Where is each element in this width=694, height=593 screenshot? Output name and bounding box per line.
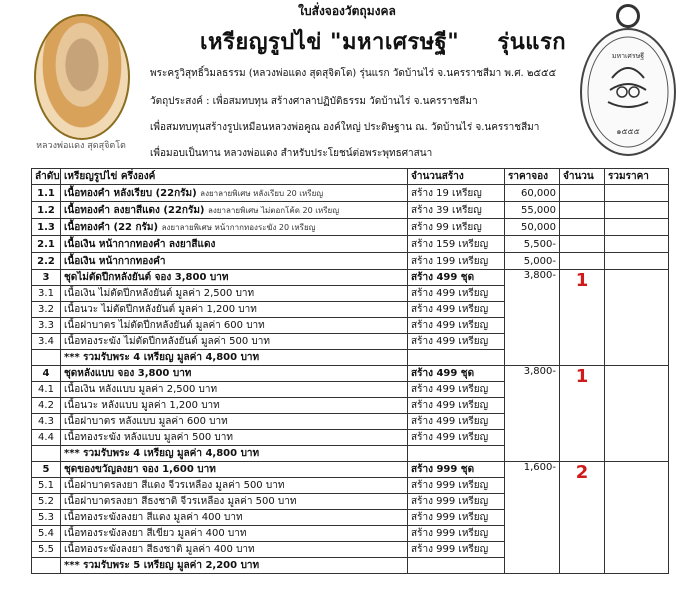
group-price: 3,800- (505, 366, 560, 462)
item-number: 4.1 (32, 382, 61, 398)
row-quantity: สร้าง 99 เหรียญ (408, 219, 505, 236)
item-name: เนื้อทองระฆังลงยา สีแดง มูลค่า 400 บาท (61, 510, 408, 526)
group-title: ชุดของขวัญลงยา จอง 1,600 บาท (61, 462, 408, 478)
row-item-name: เนื้อเงิน หน้ากากทองคำ ลงยาสีแดง (64, 238, 216, 250)
row-price: 50,000 (505, 219, 560, 236)
summary-qty-blank (408, 350, 505, 366)
header-amount: จำนวน (560, 169, 605, 185)
item-name: เนื้อนวะ หลังแบบ มูลค่า 1,200 บาท (61, 398, 408, 414)
item-name: เนื้อฝาบาตรลงยา สีแดง จีวรเหลือง มูลค่า 500 บาท (61, 478, 408, 494)
item-number: 5.4 (32, 526, 61, 542)
item-name: เนื้อทองระฆังลงยา สีธงชาติ มูลค่า 400 บาท (61, 542, 408, 558)
item-quantity: สร้าง 999 เหรียญ (408, 494, 505, 510)
group-total (605, 462, 669, 574)
item-name: เนื้อนวะ ไม่ตัดปีกหลังยันต์ มูลค่า 1,200 บาท (61, 302, 408, 318)
row-item-cell (61, 185, 408, 202)
group-summary: *** รวมรับพระ 4 เหรียญ มูลค่า 4,800 บาท (61, 350, 408, 366)
row-item-name: เนื้อเงิน หน้ากากทองคำ (64, 255, 166, 267)
row-item-note: ลงยาลายพิเศษ ไม่ตอกโค้ด 20 เหรียญ (207, 205, 340, 215)
row-amount-input[interactable] (560, 253, 605, 270)
group-row (32, 462, 669, 478)
row-item-name: เนื้อทองคำ (22 กรัม) (64, 221, 159, 233)
row-item-cell (61, 219, 408, 236)
row-item-cell (61, 253, 408, 270)
group-number: 3 (32, 270, 61, 286)
item-quantity: สร้าง 499 เหรียญ (408, 318, 505, 334)
group-quantity: สร้าง 999 ชุด (408, 462, 505, 478)
row-item-name: เนื้อทองคำ หลังเรียบ (22กรัม) (64, 187, 197, 199)
group-amount[interactable]: 1 (560, 366, 605, 462)
medal-name: เหรียญรูปไข่ "มหาเศรษฐี" (200, 30, 460, 55)
group-number: 5 (32, 462, 61, 478)
group-amount[interactable]: 1 (560, 270, 605, 366)
info-line-4: เพื่อมอบเป็นทาน หลวงพ่อแดง สำหรับประโยชน์ต่อพระพุทธศาสนา (150, 148, 433, 159)
item-number: 5.1 (32, 478, 61, 494)
medal-top-text: มหาเศรษฐี (611, 52, 645, 60)
item-name: เนื้อทองระฆัง ไม่ตัดปีกหลังยันต์ มูลค่า 500 บาท (61, 334, 408, 350)
row-total (605, 185, 669, 202)
header (0, 0, 694, 168)
item-quantity: สร้าง 499 เหรียญ (408, 430, 505, 446)
row-item-note: ลงยาลายพิเศษ หลังเรียบ 20 เหรียญ (200, 188, 324, 198)
item-quantity: สร้าง 999 เหรียญ (408, 526, 505, 542)
row-item-cell (61, 236, 408, 253)
row-quantity: สร้าง 19 เหรียญ (408, 185, 505, 202)
row-price: 5,000- (505, 253, 560, 270)
header-quantity-made: จำนวนสร้าง (408, 169, 505, 185)
table-row (32, 253, 669, 270)
header-no: ลำดับ (32, 169, 61, 185)
item-number: 4.2 (32, 398, 61, 414)
row-total (605, 202, 669, 219)
item-number: 4.4 (32, 430, 61, 446)
item-quantity: สร้าง 499 เหรียญ (408, 302, 505, 318)
row-price: 60,000 (505, 185, 560, 202)
row-price: 5,500- (505, 236, 560, 253)
row-number: 2.1 (32, 236, 61, 253)
item-quantity: สร้าง 499 เหรียญ (408, 414, 505, 430)
row-total (605, 219, 669, 236)
item-number: 5.2 (32, 494, 61, 510)
group-summary: *** รวมรับพระ 4 เหรียญ มูลค่า 4,800 บาท (61, 446, 408, 462)
row-item-note: ลงยาลายพิเศษ หน้ากากทองระฆัง 20 เหรียญ (161, 222, 316, 232)
portrait-caption: หลวงพ่อแดง สุดสุจิตโต (36, 141, 126, 151)
header-total: รวมราคา (605, 169, 669, 185)
header-price: ราคาจอง (505, 169, 560, 185)
item-name: เนื้อทองระฆัง หลังแบบ มูลค่า 500 บาท (61, 430, 408, 446)
row-number: 1.3 (32, 219, 61, 236)
row-quantity: สร้าง 159 เหรียญ (408, 236, 505, 253)
row-item-cell (61, 202, 408, 219)
table-row (32, 219, 669, 236)
item-number: 5.3 (32, 510, 61, 526)
group-quantity: สร้าง 499 ชุด (408, 270, 505, 286)
item-quantity: สร้าง 999 เหรียญ (408, 510, 505, 526)
monk-portrait (34, 14, 130, 140)
medal-back-image (580, 28, 676, 156)
row-price: 55,000 (505, 202, 560, 219)
item-name: เนื้อเงิน ไม่ตัดปีกหลังยันต์ มูลค่า 2,500 บาท (61, 286, 408, 302)
summary-blank (32, 558, 61, 574)
group-title: ชุดหลังแบบ จอง 3,800 บาท (61, 366, 408, 382)
medal-bottom-text: ๑๕๕๕ (616, 127, 640, 136)
summary-qty-blank (408, 558, 505, 574)
item-number: 3.3 (32, 318, 61, 334)
group-total (605, 270, 669, 366)
row-amount-input[interactable] (560, 236, 605, 253)
document-title: ใบสั่งจองวัตถุมงคล (298, 4, 396, 18)
group-row (32, 366, 669, 382)
medal-title (200, 24, 566, 59)
medal-loop-icon (616, 4, 640, 28)
row-number: 1.2 (32, 202, 61, 219)
order-table (31, 168, 669, 574)
summary-blank (32, 446, 61, 462)
item-name: เนื้อฝาบาตร ไม่ตัดปีกหลังยันต์ มูลค่า 600 บาท (61, 318, 408, 334)
table-row (32, 236, 669, 253)
medal-yantra-icon (582, 30, 674, 154)
row-total (605, 253, 669, 270)
item-number: 3.4 (32, 334, 61, 350)
summary-blank (32, 350, 61, 366)
item-quantity: สร้าง 499 เหรียญ (408, 398, 505, 414)
row-number: 2.2 (32, 253, 61, 270)
table-row (32, 185, 669, 202)
group-number: 4 (32, 366, 61, 382)
row-amount-input[interactable] (560, 219, 605, 236)
info-line-3: เพื่อสมทบทุนสร้างรูปเหมือนหลวงพ่อคูณ องค์ใหญ่ ประดิษฐาน ณ. วัดบ้านไร่ จ.นครราชสีมา (150, 122, 540, 133)
item-number: 4.3 (32, 414, 61, 430)
header-item: เหรียญรูปไข่ ครึ่งองค์ (61, 169, 408, 185)
item-number: 3.1 (32, 286, 61, 302)
item-quantity: สร้าง 499 เหรียญ (408, 334, 505, 350)
group-row (32, 270, 669, 286)
item-name: เนื้อฝาบาตร หลังแบบ มูลค่า 600 บาท (61, 414, 408, 430)
item-quantity: สร้าง 499 เหรียญ (408, 286, 505, 302)
item-name: เนื้อทองระฆังลงยา สีเขียว มูลค่า 400 บาท (61, 526, 408, 542)
group-price: 3,800- (505, 270, 560, 366)
item-quantity: สร้าง 999 เหรียญ (408, 478, 505, 494)
group-quantity: สร้าง 499 ชุด (408, 366, 505, 382)
group-total (605, 366, 669, 462)
info-line-2: วัตถุประสงค์ : เพื่อสมทบทุน สร้างศาลาปฏิบัติธรรม วัดบ้านไร่ จ.นครราชสีมา (150, 96, 478, 107)
item-number: 5.5 (32, 542, 61, 558)
table-header-row (32, 169, 669, 185)
group-amount[interactable]: 2 (560, 462, 605, 574)
item-quantity: สร้าง 499 เหรียญ (408, 382, 505, 398)
item-name: เนื้อเงิน หลังแบบ มูลค่า 2,500 บาท (61, 382, 408, 398)
medal-generation: รุ่นแรก (497, 30, 567, 55)
row-item-name: เนื้อทองคำ ลงยาสีแดง (22กรัม) (64, 204, 205, 216)
item-number: 3.2 (32, 302, 61, 318)
row-quantity: สร้าง 39 เหรียญ (408, 202, 505, 219)
summary-qty-blank (408, 446, 505, 462)
info-line-1: พระครูวิสุทธิ์วิมลธรรม (หลวงพ่อแดง สุดสุจิตโต) รุ่นแรก วัดบ้านไร่ จ.นครราชสีมา พ.ศ. ๒๕๕๕ (150, 68, 557, 79)
table-row (32, 202, 669, 219)
row-total (605, 236, 669, 253)
group-summary: *** รวมรับพระ 5 เหรียญ มูลค่า 2,200 บาท (61, 558, 408, 574)
group-price: 1,600- (505, 462, 560, 574)
item-name: เนื้อฝาบาตรลงยา สีธงชาติ จีวรเหลือง มูลค่า 500 บาท (61, 494, 408, 510)
row-amount-input[interactable] (560, 202, 605, 219)
row-amount-input[interactable] (560, 185, 605, 202)
item-quantity: สร้าง 999 เหรียญ (408, 542, 505, 558)
group-title: ชุดไม่ตัดปีกหลังยันต์ จอง 3,800 บาท (61, 270, 408, 286)
row-number: 1.1 (32, 185, 61, 202)
row-quantity: สร้าง 199 เหรียญ (408, 253, 505, 270)
